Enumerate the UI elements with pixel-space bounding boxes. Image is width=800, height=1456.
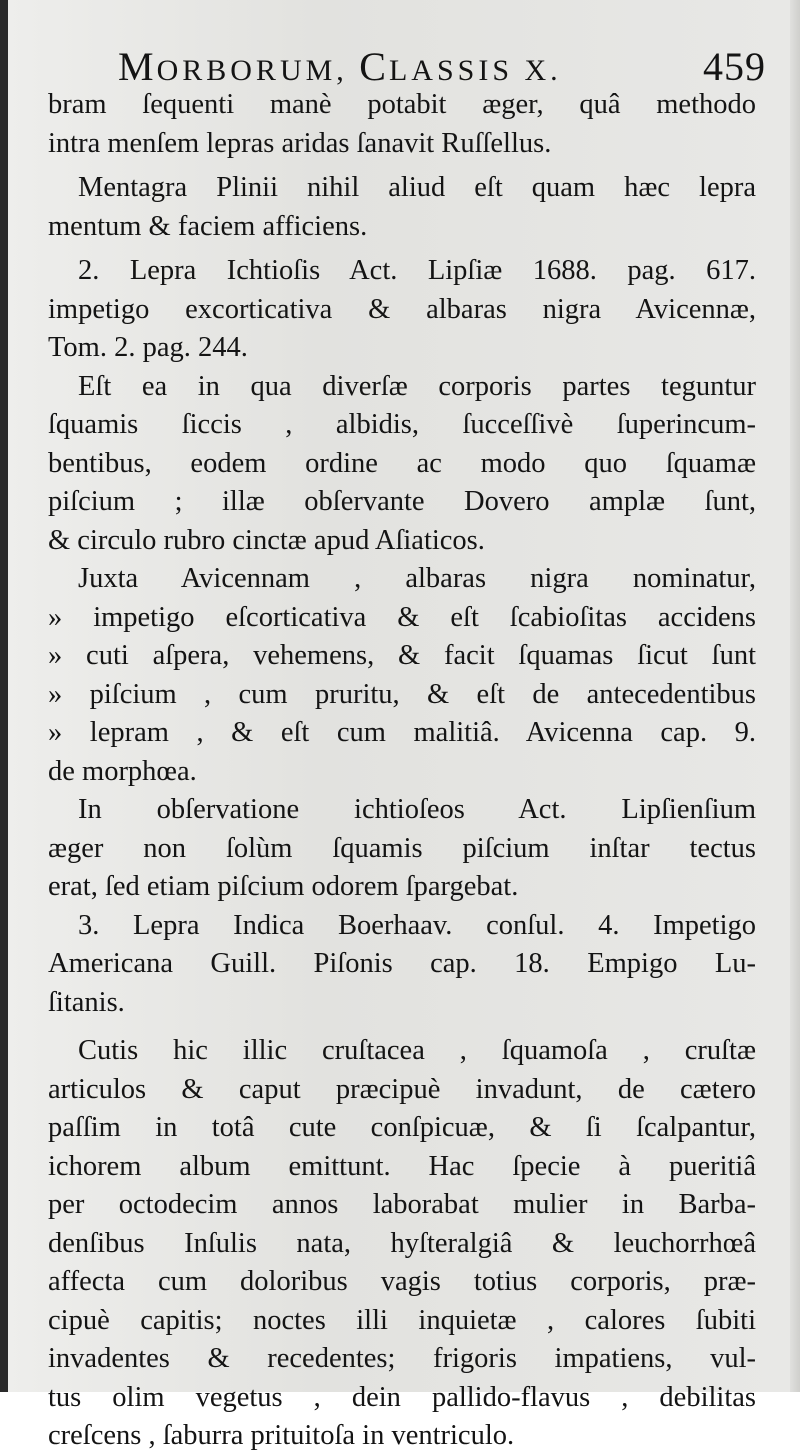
text-line: Eſt ea in qua diverſæ corporis partes teguntur: [78, 370, 756, 402]
text-line: articulos & caput præcipuè invadunt, de cætero: [48, 1073, 756, 1105]
body-text: [48, 86, 756, 1456]
text-line: paſſim in totâ cute conſpicuæ, & ſi ſcalpantur,: [48, 1112, 756, 1143]
text-line: Cutis hic illic cruſtacea , ſquamoſa , cruſtæ: [78, 1035, 756, 1066]
text-line: In obſervatione ichtioſeos Act. Lipſienſium: [78, 794, 756, 825]
text-line: Juxta Avicennam , albaras nigra nominatur,: [78, 563, 756, 594]
header-title-rest: ORBORUM,: [156, 54, 360, 87]
page-shadow-left: [0, 0, 8, 1392]
text-line: » piſcium , cum pruritu, & eſt de antecedentibus: [48, 678, 756, 710]
text-line: creſcens , ſaburra prituitoſa in ventriculo.: [48, 1420, 515, 1451]
header-title2-initial: C: [359, 44, 389, 89]
header-title-initial: M: [118, 44, 157, 89]
text-line: bram ſequenti manè potabit æger, quâ methodo: [48, 89, 756, 120]
text-line: invadentes & recedentes; frigoris impatiens, vul-: [48, 1343, 756, 1374]
text-line: » lepram , & eſt cum malitiâ. Avicenna cap. 9.: [48, 717, 756, 748]
text-line: cipuè capitis; noctes illi inquietæ , calores ſubiti: [48, 1304, 756, 1336]
text-line: erat, ſed etiam piſcium odorem ſpargebat.: [48, 871, 519, 902]
text-line: ſitanis.: [48, 986, 125, 1018]
text-line: piſcium ; illæ obſervante Dovero amplæ ſunt,: [48, 486, 756, 517]
text-line: Tom. 2. pag. 244.: [48, 332, 248, 363]
text-line: per octodecim annos laborabat mulier in Barba-: [48, 1189, 756, 1220]
text-line: 3. Lepra Indica Boerhaav. conſul. 4. Impetigo: [78, 909, 756, 941]
text-line: 2. Lepra Ichtioſis Act. Lipſiæ 1688. pag. 617.: [78, 255, 756, 286]
text-line: tus olim vegetus , dein pallido-flavus , debilitas: [48, 1381, 756, 1413]
text-line: & circulo rubro cinctæ apud Aſiaticos.: [48, 524, 485, 556]
page-number: 459: [703, 44, 766, 89]
page-edge-right: [790, 0, 800, 1392]
text-line: » impetigo eſcorticativa & eſt ſcabioſitas accidens: [48, 601, 756, 633]
text-line: bentibus, eodem ordine ac modo quo ſquamæ: [48, 447, 756, 479]
text-line: ſquamis ſiccis , albidis, ſucceſſivè ſuperincum-: [48, 409, 756, 440]
text-line: æger non ſolùm ſquamis piſcium inſtar tectus: [48, 832, 756, 864]
text-line: de morphœa.: [48, 755, 197, 787]
text-line: intra menſem lepras aridas ſanavit Ruſſellus.: [48, 127, 552, 159]
text-line: ichorem album emittunt. Hac ſpecie à pueritiâ: [48, 1150, 756, 1182]
text-line: affecta cum doloribus vagis totius corporis, præ-: [48, 1266, 756, 1297]
text-line: mentum & faciem afficiens.: [48, 210, 368, 242]
header-title2-rest: LASSIS X.: [388, 54, 562, 87]
text-line: » cuti aſpera, vehemens, & facit ſquamas ſicut ſunt: [48, 640, 756, 671]
text-line: impetigo excorticativa & albaras nigra Avicennæ,: [48, 293, 756, 325]
text-line: denſibus Inſulis nata, hyſteralgiâ & leuchorrhœâ: [48, 1227, 756, 1259]
text-line: Americana Guill. Piſonis cap. 18. Empigo Lu-: [48, 948, 756, 979]
text-line: Mentagra Plinii nihil aliud eſt quam hæc lepra: [78, 172, 756, 203]
